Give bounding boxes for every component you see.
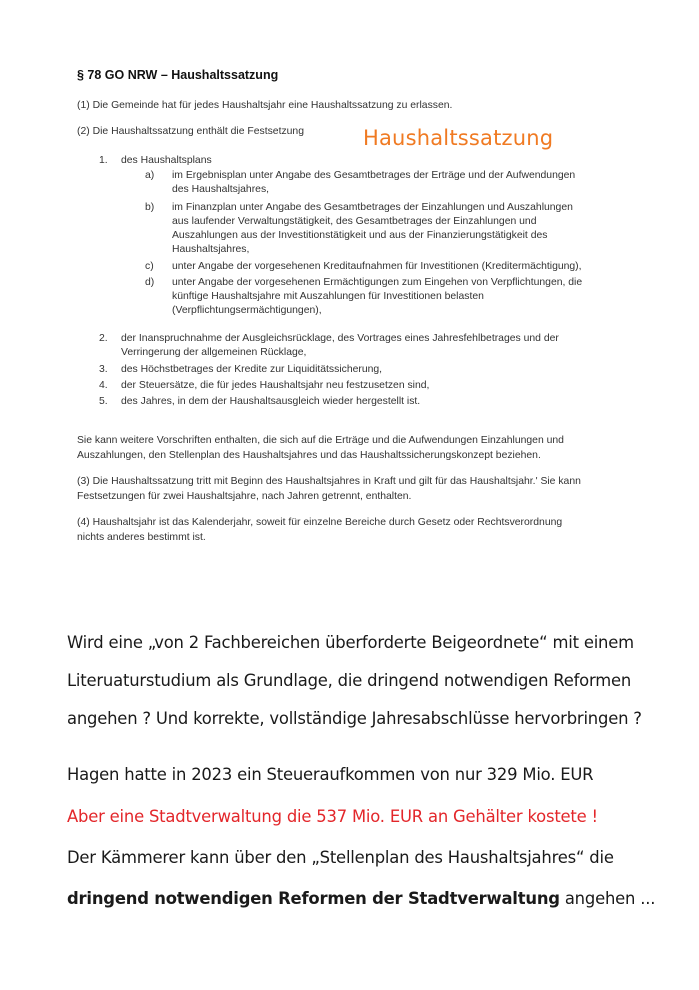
item-number: 4. bbox=[99, 380, 108, 391]
item-text: des Jahres, in dem der Haushaltsausgleich wieder hergestellt ist. bbox=[121, 396, 421, 407]
law-title: § 78 GO NRW – Haushaltssatzung bbox=[77, 68, 279, 82]
overlay-label: Haushaltssatzung bbox=[363, 126, 554, 150]
further-provisions: Auszahlungen, den Stellenplan des Haushaltsjahres und das Haushaltssicherungskonzept beziehen. bbox=[77, 450, 541, 461]
item-text: Verringerung der allgemeinen Rücklage, bbox=[121, 347, 307, 358]
item-text: des Haushaltsplans bbox=[121, 155, 212, 166]
item-number: 5. bbox=[99, 396, 108, 407]
comment-question: angehen ? Und korrekte, vollständige Jahresabschlüsse hervorbringen ? bbox=[67, 709, 642, 728]
subitem-text: unter Angabe der vorgesehenen Ermächtigungen zum Eingehen von Verpflichtungen, die bbox=[172, 277, 583, 288]
paragraph-4: (4) Haushaltsjahr ist das Kalenderjahr, soweit für einzelne Bereiche durch Gesetz oder Rechtsverordnung bbox=[77, 517, 563, 528]
subitem-text: Haushaltsjahres, bbox=[172, 244, 250, 255]
subitem-text: (Verpflichtungsermächtigungen), bbox=[172, 305, 322, 316]
item-number: 3. bbox=[99, 364, 108, 375]
subitem-label: b) bbox=[145, 202, 155, 213]
item-text: der Inanspruchnahme der Ausgleichsrücklage, des Vortrages eines Jahresfehlbetrages und der bbox=[121, 333, 559, 344]
subitem-label: a) bbox=[145, 170, 155, 181]
paragraph-1: (1) Die Gemeinde hat für jedes Haushaltsjahr eine Haushaltssatzung zu erlassen. bbox=[77, 100, 453, 111]
reform-emphasis: dringend notwendigen Reformen der Stadtverwaltung bbox=[67, 889, 560, 908]
subitem-label: c) bbox=[145, 261, 154, 272]
reform-statement bbox=[67, 889, 655, 908]
subitem-text: im Finanzplan unter Angabe des Gesamtbetrages der Einzahlungen und Auszahlungen bbox=[172, 202, 573, 213]
subitem-text: des Haushaltsjahres, bbox=[172, 184, 270, 195]
comment-question: Literuaturstudium als Grundlage, die dringend notwendigen Reformen bbox=[67, 671, 632, 690]
comment-question: Wird eine „von 2 Fachbereichen überforderte Beigeordnete“ mit einem bbox=[67, 633, 634, 652]
paragraph-4: nichts anderes bestimmt ist. bbox=[77, 532, 206, 543]
subitem-text: im Ergebnisplan unter Angabe des Gesamtbetrages der Erträge und der Aufwendungen bbox=[172, 170, 576, 181]
subitem-text: unter Angabe der vorgesehenen Kreditaufnahmen für Investitionen (Kreditermächtigung), bbox=[172, 261, 582, 272]
item-text: der Steuersätze, die für jedes Haushaltsjahr neu festzusetzen sind, bbox=[121, 380, 430, 391]
reform-rest: angehen ... bbox=[559, 889, 656, 908]
item-text: des Höchstbetrages der Kredite zur Liquiditätssicherung, bbox=[121, 364, 383, 375]
item-number: 2. bbox=[99, 333, 108, 344]
item-number: 1. bbox=[99, 155, 108, 166]
paragraph-3: (3) Die Haushaltssatzung tritt mit Beginn des Haushaltsjahres in Kraft und gilt für das Haushaltsjahr.' Sie kann bbox=[77, 476, 581, 487]
subitem-text: aus laufender Verwaltungstätigkeit, des Gesamtbetrages der Einzahlungen und bbox=[172, 216, 537, 227]
paragraph-2: (2) Die Haushaltssatzung enthält die Festsetzung bbox=[77, 126, 304, 137]
salary-cost-statement: Aber eine Stadtverwaltung die 537 Mio. EUR an Gehälter kostete ! bbox=[67, 807, 598, 826]
kaemmerer-statement: Der Kämmerer kann über den „Stellenplan des Haushaltsjahres“ die bbox=[67, 848, 614, 867]
subitem-label: d) bbox=[145, 277, 155, 288]
paragraph-3: Festsetzungen für zwei Haushaltsjahre, nach Jahren getrennt, enthalten. bbox=[77, 491, 412, 502]
further-provisions: Sie kann weitere Vorschriften enthalten, die sich auf die Erträge und die Aufwendungen Einzahlungen und bbox=[77, 435, 564, 446]
tax-revenue-statement: Hagen hatte in 2023 ein Steueraufkommen von nur 329 Mio. EUR bbox=[67, 765, 594, 784]
subitem-text: künftige Haushaltsjahre mit Auszahlungen für Investitionen belasten bbox=[172, 291, 484, 302]
subitem-text: Auszahlungen aus der Investitionstätigkeit und aus der Finanzierungstätigkeit des bbox=[172, 230, 548, 241]
